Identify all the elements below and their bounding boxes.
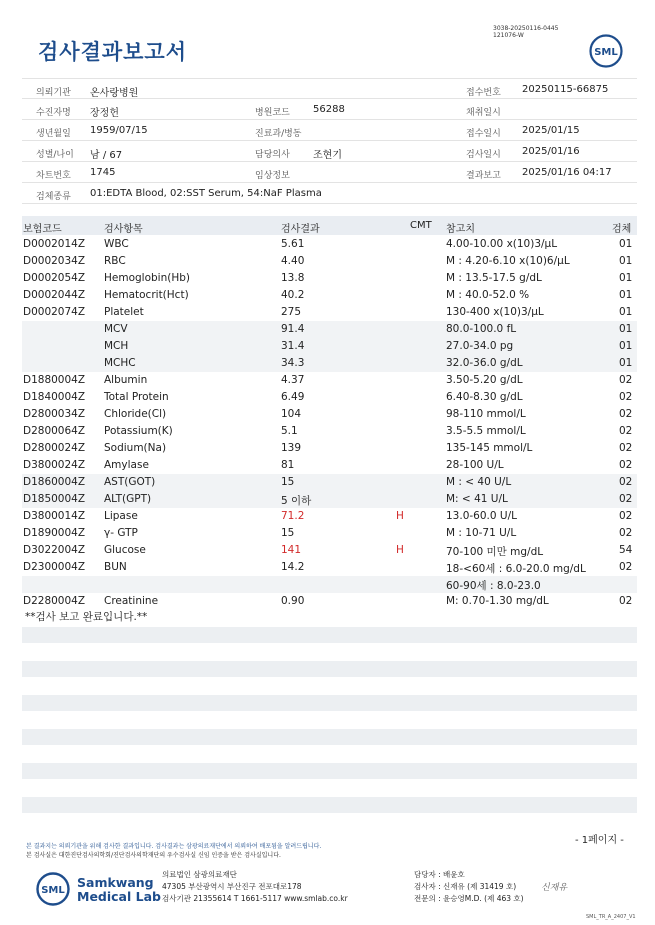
cell-ref: 28-100 U/L bbox=[446, 459, 504, 471]
cell-name: γ- GTP bbox=[104, 527, 138, 539]
cell-flag: H bbox=[396, 510, 404, 522]
sml-logo-text: SML bbox=[594, 47, 618, 58]
empty-band bbox=[22, 627, 637, 643]
cell-result: 14.2 bbox=[281, 561, 305, 573]
birth-label: 생년월일 bbox=[36, 129, 71, 139]
cell-code: D2800064Z bbox=[23, 425, 86, 437]
notice-line-1: 본 결과지는 의뢰기관을 위해 검사한 결과입니다. 검사결과는 삼광의료재단에서 의뢰하여 배포됨을 알려드립니다. bbox=[26, 843, 322, 850]
cell-result: 5 이하 bbox=[281, 495, 312, 507]
cell-code: D3800024Z bbox=[23, 459, 86, 471]
doc-code-1: 3038-20250116-0445 bbox=[493, 25, 559, 32]
info-row-4 bbox=[22, 141, 637, 162]
cell-spec: 54 bbox=[619, 544, 633, 556]
empty-band bbox=[22, 661, 637, 677]
cell-result: 141 bbox=[281, 544, 302, 556]
cell-result: 31.4 bbox=[281, 340, 305, 352]
report-complete-text: **검사 보고 완료입니다.** bbox=[25, 611, 148, 623]
table-row bbox=[22, 304, 637, 321]
cell-spec: 02 bbox=[619, 391, 633, 403]
col-cmt-header: CMT bbox=[410, 220, 432, 231]
cell-code: D0002014Z bbox=[23, 238, 86, 250]
table-row bbox=[22, 525, 637, 542]
cell-code: D1860004Z bbox=[23, 476, 86, 488]
sex-age-value: 남 / 67 bbox=[90, 150, 123, 161]
cell-ref: 3.5-5.5 mmol/L bbox=[446, 425, 526, 437]
table-row bbox=[22, 576, 637, 593]
staff-line-3: 전문의 : 윤승영M.D. (제 463 호) bbox=[414, 894, 524, 903]
specimen-label: 검체종류 bbox=[36, 192, 71, 202]
document-codes bbox=[493, 25, 558, 39]
cell-ref: 80.0-100.0 fL bbox=[446, 323, 517, 335]
cell-result: 15 bbox=[281, 476, 295, 488]
test-date-label: 검사일시 bbox=[466, 150, 501, 160]
cell-result: 81 bbox=[281, 459, 295, 471]
cell-name: Sodium(Na) bbox=[104, 442, 167, 454]
org-line-3: 검사기관 21355614 T 1661-5117 www.smlab.co.kr bbox=[162, 894, 348, 903]
org-line-2: 47305 부산광역시 부산진구 전포대로178 bbox=[162, 882, 302, 891]
table-row bbox=[22, 287, 637, 304]
cell-ref: 3.50-5.20 g/dL bbox=[446, 374, 523, 386]
table-row bbox=[22, 338, 637, 355]
cell-code: D0002054Z bbox=[23, 272, 86, 284]
cell-name: MCHC bbox=[104, 357, 136, 369]
cell-code: D1890004Z bbox=[23, 527, 86, 539]
info-row-1 bbox=[22, 78, 637, 99]
info-row-6 bbox=[22, 183, 637, 204]
cell-spec: 02 bbox=[619, 425, 633, 437]
table-row bbox=[22, 355, 637, 372]
cell-ref: M : 40.0-52.0 % bbox=[446, 289, 530, 301]
cell-ref: 60-90세 : 8.0-23.0 bbox=[446, 580, 541, 592]
cell-name: WBC bbox=[104, 238, 129, 250]
page-number: - 1페이지 - bbox=[575, 835, 624, 846]
cell-result: 15 bbox=[281, 527, 295, 539]
sml-footer-logo-icon bbox=[36, 872, 70, 906]
cell-code: D0002074Z bbox=[23, 306, 86, 318]
cell-name: Amylase bbox=[104, 459, 149, 471]
brand-line-1: Samkwang bbox=[77, 875, 154, 890]
cell-spec: 01 bbox=[619, 357, 633, 369]
cell-result: 104 bbox=[281, 408, 302, 420]
specimen-value: 01:EDTA Blood, 02:SST Serum, 54:NaF Plasma bbox=[90, 188, 322, 199]
cell-result: 40.2 bbox=[281, 289, 305, 301]
cell-code: D3022004Z bbox=[23, 544, 86, 556]
col-spec-header: 검체 bbox=[612, 224, 632, 235]
cell-name: RBC bbox=[104, 255, 126, 267]
cell-name: MCH bbox=[104, 340, 129, 352]
cell-spec: 02 bbox=[619, 374, 633, 386]
cell-ref: M : 4.20-6.10 x(10)6/μL bbox=[446, 255, 570, 267]
table-row bbox=[22, 474, 637, 491]
cell-ref: 13.0-60.0 U/L bbox=[446, 510, 517, 522]
cell-spec: 01 bbox=[619, 272, 633, 284]
table-row bbox=[22, 253, 637, 270]
empty-band bbox=[22, 797, 637, 813]
cell-name: ALT(GPT) bbox=[104, 493, 152, 505]
cell-name: Chloride(Cl) bbox=[104, 408, 167, 420]
cell-spec: 01 bbox=[619, 255, 633, 267]
cell-spec: 02 bbox=[619, 561, 633, 573]
cell-spec: 01 bbox=[619, 289, 633, 301]
hospital-code-label: 병원코드 bbox=[255, 108, 290, 118]
table-row bbox=[22, 389, 637, 406]
cell-ref: 98-110 mmol/L bbox=[446, 408, 526, 420]
report-date-label: 결과보고 bbox=[466, 171, 501, 181]
cell-ref: M : < 40 U/L bbox=[446, 476, 512, 488]
clinical-label: 임상정보 bbox=[255, 171, 290, 181]
receipt-date-label: 접수일시 bbox=[466, 129, 501, 139]
cell-ref: M: < 41 U/L bbox=[446, 493, 508, 505]
col-code-header: 보험코드 bbox=[23, 224, 62, 235]
doc-code-2: 121076-W bbox=[493, 32, 524, 39]
cell-result: 91.4 bbox=[281, 323, 305, 335]
cell-spec: 02 bbox=[619, 408, 633, 420]
empty-band bbox=[22, 729, 637, 745]
table-row bbox=[22, 542, 637, 559]
cell-ref: 135-145 mmol/L bbox=[446, 442, 533, 454]
hospital-value: 온사랑병원 bbox=[90, 88, 139, 99]
signature: 신재유 bbox=[541, 883, 568, 893]
test-date-value: 2025/01/16 bbox=[522, 146, 580, 157]
table-row bbox=[22, 270, 637, 287]
cell-result: 275 bbox=[281, 306, 302, 318]
cell-name: Potassium(K) bbox=[104, 425, 173, 437]
cell-name: Creatinine bbox=[104, 595, 159, 607]
cell-code: D0002034Z bbox=[23, 255, 86, 267]
table-row bbox=[22, 236, 637, 253]
collect-date-label: 채취일시 bbox=[466, 108, 501, 118]
cell-code: D2800034Z bbox=[23, 408, 86, 420]
cell-flag: H bbox=[396, 544, 404, 556]
table-row bbox=[22, 372, 637, 389]
table-row bbox=[22, 593, 637, 610]
cell-spec: 02 bbox=[619, 493, 633, 505]
cell-code: D2300004Z bbox=[23, 561, 86, 573]
info-row-3 bbox=[22, 120, 637, 141]
col-result-header: 검사결과 bbox=[281, 224, 320, 235]
cell-code: D1850004Z bbox=[23, 493, 86, 505]
cell-name: Hematocrit(Hct) bbox=[104, 289, 189, 301]
cell-result: 139 bbox=[281, 442, 302, 454]
cell-name: BUN bbox=[104, 561, 127, 573]
notice-line-2: 본 검사실은 대한진단검사의학회/진단검사의학재단의 우수검사실 신임 인증을 받은 검사실입니다. bbox=[26, 852, 281, 859]
info-row-2 bbox=[22, 99, 637, 120]
birth-value: 1959/07/15 bbox=[90, 125, 148, 136]
cell-code: D2280004Z bbox=[23, 595, 86, 607]
patient-label: 수진자명 bbox=[36, 108, 71, 118]
patient-value: 장정헌 bbox=[90, 108, 119, 119]
cell-result: 34.3 bbox=[281, 357, 305, 369]
results-table-header bbox=[22, 216, 637, 235]
cell-result: 5.1 bbox=[281, 425, 298, 437]
organization-info bbox=[162, 869, 348, 905]
receipt-no-value: 20250115-66875 bbox=[522, 84, 609, 95]
cell-name: Albumin bbox=[104, 374, 148, 386]
receipt-no-label: 접수번호 bbox=[466, 88, 501, 98]
cell-result: 4.37 bbox=[281, 374, 305, 386]
table-row bbox=[22, 321, 637, 338]
org-line-1: 의료법인 삼광의료재단 bbox=[162, 870, 237, 879]
table-row bbox=[22, 559, 637, 576]
dept-label: 진료과/병동 bbox=[255, 129, 302, 139]
table-row bbox=[22, 406, 637, 423]
cell-spec: 02 bbox=[619, 510, 633, 522]
cell-code: D3800014Z bbox=[23, 510, 86, 522]
sml-logo-icon bbox=[589, 34, 623, 68]
col-ref-header: 참고치 bbox=[446, 224, 475, 235]
cell-ref: M : 10-71 U/L bbox=[446, 527, 517, 539]
empty-band bbox=[22, 763, 637, 779]
cell-ref: 6.40-8.30 g/dL bbox=[446, 391, 523, 403]
table-row bbox=[22, 440, 637, 457]
chart-no-label: 차트번호 bbox=[36, 171, 71, 181]
brand-name bbox=[77, 876, 161, 904]
cell-code: D0002044Z bbox=[23, 289, 86, 301]
cell-ref: 70-100 미만 mg/dL bbox=[446, 546, 544, 558]
cell-code: D1880004Z bbox=[23, 374, 86, 386]
cell-ref: 27.0-34.0 pg bbox=[446, 340, 514, 352]
doctor-label: 담당의사 bbox=[255, 150, 290, 160]
sml-footer-logo-text: SML bbox=[41, 885, 65, 896]
cell-name: Lipase bbox=[104, 510, 138, 522]
cell-code: D2800024Z bbox=[23, 442, 86, 454]
hospital-label: 의뢰기관 bbox=[36, 88, 71, 98]
cell-ref: 4.00-10.00 x(10)3/μL bbox=[446, 238, 558, 250]
table-row bbox=[22, 508, 637, 525]
cell-ref: M: 0.70-1.30 mg/dL bbox=[446, 595, 549, 607]
cell-name: AST(GOT) bbox=[104, 476, 156, 488]
cell-ref: M : 13.5-17.5 g/dL bbox=[446, 272, 542, 284]
col-name-header: 검사항목 bbox=[104, 224, 143, 235]
cell-name: Platelet bbox=[104, 306, 144, 318]
cell-name: Total Protein bbox=[104, 391, 169, 403]
sex-age-label: 성별/나이 bbox=[36, 150, 74, 160]
table-row bbox=[22, 457, 637, 474]
staff-line-1: 담당자 : 배윤호 bbox=[414, 870, 465, 879]
staff-info bbox=[414, 869, 524, 905]
brand-line-2: Medical Lab bbox=[77, 889, 161, 904]
cell-spec: 01 bbox=[619, 238, 633, 250]
cell-result: 4.40 bbox=[281, 255, 305, 267]
cell-spec: 01 bbox=[619, 306, 633, 318]
cell-ref: 130-400 x(10)3/μL bbox=[446, 306, 544, 318]
cell-ref: 18-<60세 : 6.0-20.0 mg/dL bbox=[446, 563, 586, 575]
staff-line-2: 검사자 : 신재유 (제 31419 호) bbox=[414, 882, 517, 891]
cell-result: 6.49 bbox=[281, 391, 305, 403]
cell-result: 5.61 bbox=[281, 238, 305, 250]
cell-spec: 02 bbox=[619, 595, 633, 607]
cell-name: Hemoglobin(Hb) bbox=[104, 272, 191, 284]
cell-spec: 02 bbox=[619, 527, 633, 539]
cell-spec: 02 bbox=[619, 476, 633, 488]
chart-no-value: 1745 bbox=[90, 167, 116, 178]
empty-band bbox=[22, 695, 637, 711]
cell-name: MCV bbox=[104, 323, 128, 335]
cell-spec: 02 bbox=[619, 459, 633, 471]
cell-code: D1840004Z bbox=[23, 391, 86, 403]
cell-ref: 32.0-36.0 g/dL bbox=[446, 357, 523, 369]
report-date-value: 2025/01/16 04:17 bbox=[522, 167, 612, 178]
doctor-value: 조현기 bbox=[313, 150, 342, 161]
cell-result: 13.8 bbox=[281, 272, 305, 284]
cell-spec: 01 bbox=[619, 340, 633, 352]
cell-name: Glucose bbox=[104, 544, 146, 556]
cell-result: 71.2 bbox=[281, 510, 305, 522]
form-code: SML_TR_A_2407_V1 bbox=[586, 914, 636, 920]
cell-spec: 02 bbox=[619, 442, 633, 454]
table-row bbox=[22, 423, 637, 440]
info-row-5 bbox=[22, 162, 637, 183]
page-title: 검사결과보고서 bbox=[38, 40, 188, 64]
cell-result: 0.90 bbox=[281, 595, 305, 607]
cell-spec: 01 bbox=[619, 323, 633, 335]
table-row bbox=[22, 491, 637, 508]
hospital-code-value: 56288 bbox=[313, 104, 345, 115]
receipt-date-value: 2025/01/15 bbox=[522, 125, 580, 136]
